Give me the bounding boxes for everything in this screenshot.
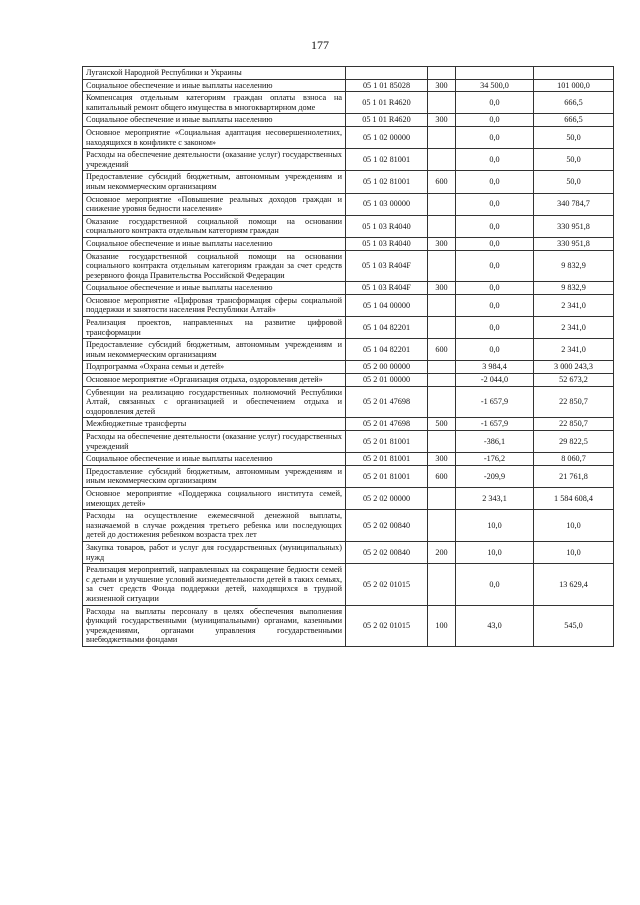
row-value1-cell: 3 984,4 <box>456 361 534 374</box>
row-name-cell: Основное мероприятие «Цифровая трансформация сферы социальной поддержки и занятости населения Республики Алтай» <box>83 294 346 316</box>
table-row <box>83 541 614 563</box>
row-code-cell: 05 1 04 00000 <box>346 294 428 316</box>
row-code-cell: 05 2 01 81001 <box>346 453 428 466</box>
row-code-cell: 05 1 04 82201 <box>346 317 428 339</box>
row-value1-cell: 0,0 <box>456 317 534 339</box>
row-name-cell: Расходы на выплаты персоналу в целях обеспечения выполнения функций государственными (муниципальными) органами, казенными учреждениями, органами управления государственными внебюджетными фондами <box>83 605 346 646</box>
row-name-cell: Расходы на обеспечение деятельности (оказание услуг) государственных учреждений <box>83 149 346 171</box>
row-kind-cell: 300 <box>428 114 456 127</box>
row-value2-cell: 545,0 <box>534 605 614 646</box>
row-value1-cell: 43,0 <box>456 605 534 646</box>
row-value2-cell: 50,0 <box>534 171 614 193</box>
table-row <box>83 126 614 148</box>
table-row <box>83 67 614 80</box>
table-row <box>83 317 614 339</box>
row-name-cell: Субвенции на реализацию государственных полномочий Республики Алтай, связанных с организацией и обеспечением отдыха и оздоровления детей <box>83 386 346 418</box>
table-row <box>83 564 614 605</box>
table-row <box>83 487 614 509</box>
row-value1-cell: 0,0 <box>456 294 534 316</box>
row-value1-cell: 0,0 <box>456 126 534 148</box>
row-name-cell: Реализация мероприятий, направленных на сокращение бедности семей с детьми и улучшение условий жизнедеятельности детей в таких семьях, за счет средств Фонда поддержки детей, находящихся в трудной жизненной ситуации <box>83 564 346 605</box>
row-code-cell: 05 1 03 R4040 <box>346 237 428 250</box>
table-row <box>83 374 614 387</box>
row-value2-cell: 2 341,0 <box>534 294 614 316</box>
budget-table-body <box>83 67 614 647</box>
row-name-cell: Реализация проектов, направленных на развитие цифровой трансформации <box>83 317 346 339</box>
row-name-cell: Луганской Народной Республики и Украины <box>83 67 346 80</box>
row-kind-cell: 300 <box>428 453 456 466</box>
row-value1-cell: 0,0 <box>456 339 534 361</box>
row-value2-cell: 2 341,0 <box>534 339 614 361</box>
row-value1-cell: 2 343,1 <box>456 487 534 509</box>
row-value2-cell <box>534 67 614 80</box>
row-value1-cell: 0,0 <box>456 215 534 237</box>
table-row <box>83 193 614 215</box>
row-name-cell: Предоставление субсидий бюджетным, автономным учреждениям и иным некоммерческим организациям <box>83 339 346 361</box>
row-value2-cell: 666,5 <box>534 114 614 127</box>
row-code-cell: 05 1 02 81001 <box>346 171 428 193</box>
row-kind-cell <box>428 149 456 171</box>
row-code-cell: 05 2 01 47698 <box>346 386 428 418</box>
row-code-cell: 05 2 02 00000 <box>346 487 428 509</box>
table-row <box>83 282 614 295</box>
row-value1-cell: 0,0 <box>456 171 534 193</box>
row-value1-cell: -209,9 <box>456 465 534 487</box>
row-code-cell: 05 2 01 81001 <box>346 431 428 453</box>
row-name-cell: Подпрограмма «Охрана семьи и детей» <box>83 361 346 374</box>
row-name-cell: Социальное обеспечение и иные выплаты населению <box>83 282 346 295</box>
row-value1-cell: -1 657,9 <box>456 386 534 418</box>
row-value2-cell: 10,0 <box>534 510 614 542</box>
row-name-cell: Межбюджетные трансферты <box>83 418 346 431</box>
row-name-cell: Компенсация отдельным категориям граждан оплаты взноса на капитальный ремонт общего имущества в многоквартирном доме <box>83 92 346 114</box>
row-name-cell: Расходы на обеспечение деятельности (оказание услуг) государственных учреждений <box>83 431 346 453</box>
table-row <box>83 149 614 171</box>
row-code-cell: 05 2 02 01015 <box>346 564 428 605</box>
row-value2-cell: 52 673,2 <box>534 374 614 387</box>
page-number: 177 <box>311 38 329 52</box>
row-value2-cell: 13 629,4 <box>534 564 614 605</box>
row-code-cell: 05 1 03 R404F <box>346 250 428 282</box>
row-value2-cell: 3 000 243,3 <box>534 361 614 374</box>
row-value2-cell: 330 951,8 <box>534 215 614 237</box>
row-kind-cell: 600 <box>428 339 456 361</box>
table-row <box>83 418 614 431</box>
row-name-cell: Социальное обеспечение и иные выплаты населению <box>83 453 346 466</box>
row-name-cell: Оказание государственной социальной помощи на основании социального контракта отдельным категориям граждан <box>83 215 346 237</box>
row-code-cell: 05 2 01 81001 <box>346 465 428 487</box>
row-kind-cell <box>428 126 456 148</box>
table-row <box>83 453 614 466</box>
row-code-cell: 05 1 03 00000 <box>346 193 428 215</box>
row-kind-cell <box>428 431 456 453</box>
row-code-cell: 05 1 04 82201 <box>346 339 428 361</box>
row-kind-cell <box>428 487 456 509</box>
row-value2-cell: 22 850,7 <box>534 418 614 431</box>
row-name-cell: Социальное обеспечение и иные выплаты населению <box>83 79 346 92</box>
row-value1-cell: 0,0 <box>456 149 534 171</box>
row-kind-cell <box>428 250 456 282</box>
row-value2-cell: 330 951,8 <box>534 237 614 250</box>
row-value2-cell: 50,0 <box>534 126 614 148</box>
row-value2-cell: 50,0 <box>534 149 614 171</box>
row-value2-cell: 8 060,7 <box>534 453 614 466</box>
row-code-cell: 05 2 01 47698 <box>346 418 428 431</box>
table-row <box>83 215 614 237</box>
row-value1-cell: 0,0 <box>456 237 534 250</box>
row-kind-cell <box>428 294 456 316</box>
row-name-cell: Основное мероприятие «Организация отдыха, оздоровления детей» <box>83 374 346 387</box>
table-row <box>83 431 614 453</box>
row-kind-cell: 600 <box>428 171 456 193</box>
table-row <box>83 510 614 542</box>
row-value1-cell: 0,0 <box>456 250 534 282</box>
row-value1-cell: -386,1 <box>456 431 534 453</box>
row-value2-cell: 22 850,7 <box>534 386 614 418</box>
row-code-cell <box>346 67 428 80</box>
row-value1-cell: 0,0 <box>456 92 534 114</box>
row-value2-cell: 666,5 <box>534 92 614 114</box>
row-value2-cell: 21 761,8 <box>534 465 614 487</box>
row-value1-cell: 34 500,0 <box>456 79 534 92</box>
table-row <box>83 79 614 92</box>
row-value2-cell: 9 832,9 <box>534 250 614 282</box>
table-row <box>83 171 614 193</box>
row-value1-cell: 0,0 <box>456 114 534 127</box>
row-value1-cell: 0,0 <box>456 193 534 215</box>
row-kind-cell: 200 <box>428 541 456 563</box>
row-kind-cell <box>428 386 456 418</box>
row-kind-cell <box>428 92 456 114</box>
row-value2-cell: 9 832,9 <box>534 282 614 295</box>
row-value1-cell: 10,0 <box>456 510 534 542</box>
row-code-cell: 05 1 03 R4040 <box>346 215 428 237</box>
row-value1-cell: 0,0 <box>456 564 534 605</box>
row-value1-cell: 10,0 <box>456 541 534 563</box>
row-value1-cell: 0,0 <box>456 282 534 295</box>
row-value1-cell: -1 657,9 <box>456 418 534 431</box>
row-code-cell: 05 1 01 R4620 <box>346 114 428 127</box>
table-row <box>83 92 614 114</box>
row-kind-cell: 300 <box>428 79 456 92</box>
row-code-cell: 05 1 01 R4620 <box>346 92 428 114</box>
row-name-cell: Основное мероприятие «Социальная адаптация несовершеннолетних, находящихся в конфликте с законом» <box>83 126 346 148</box>
row-value2-cell: 1 584 608,4 <box>534 487 614 509</box>
row-kind-cell: 600 <box>428 465 456 487</box>
table-row <box>83 605 614 646</box>
row-value2-cell: 101 000,0 <box>534 79 614 92</box>
row-kind-cell <box>428 361 456 374</box>
row-value1-cell: -2 044,0 <box>456 374 534 387</box>
table-row <box>83 386 614 418</box>
row-kind-cell <box>428 374 456 387</box>
table-row <box>83 250 614 282</box>
row-code-cell: 05 2 01 00000 <box>346 374 428 387</box>
row-kind-cell <box>428 193 456 215</box>
row-kind-cell <box>428 564 456 605</box>
row-value2-cell: 2 341,0 <box>534 317 614 339</box>
row-kind-cell: 500 <box>428 418 456 431</box>
row-code-cell: 05 2 02 00840 <box>346 541 428 563</box>
row-kind-cell: 300 <box>428 237 456 250</box>
row-value2-cell: 29 822,5 <box>534 431 614 453</box>
table-row <box>83 114 614 127</box>
row-name-cell: Предоставление субсидий бюджетным, автономным учреждениям и иным некоммерческим организациям <box>83 465 346 487</box>
row-code-cell: 05 1 02 00000 <box>346 126 428 148</box>
row-code-cell: 05 2 02 01015 <box>346 605 428 646</box>
row-kind-cell <box>428 67 456 80</box>
row-name-cell: Социальное обеспечение и иные выплаты населению <box>83 114 346 127</box>
budget-table <box>82 66 614 647</box>
row-kind-cell <box>428 510 456 542</box>
row-code-cell: 05 1 01 85028 <box>346 79 428 92</box>
row-value1-cell: -176,2 <box>456 453 534 466</box>
row-value1-cell <box>456 67 534 80</box>
row-code-cell: 05 1 02 81001 <box>346 149 428 171</box>
row-value2-cell: 10,0 <box>534 541 614 563</box>
row-name-cell: Расходы на осуществление ежемесячной денежной выплаты, назначаемой в случае рождения третьего ребенка или последующих детей до достижения ребенком возраста трех лет <box>83 510 346 542</box>
row-kind-cell: 100 <box>428 605 456 646</box>
row-name-cell: Предоставление субсидий бюджетным, автономным учреждениям и иным некоммерческим организациям <box>83 171 346 193</box>
row-kind-cell <box>428 317 456 339</box>
table-row <box>83 237 614 250</box>
row-code-cell: 05 1 03 R404F <box>346 282 428 295</box>
table-row <box>83 339 614 361</box>
row-code-cell: 05 2 00 00000 <box>346 361 428 374</box>
row-name-cell: Основное мероприятие «Повышение реальных доходов граждан и снижение уровня бедности населения» <box>83 193 346 215</box>
row-code-cell: 05 2 02 00840 <box>346 510 428 542</box>
row-kind-cell <box>428 215 456 237</box>
row-name-cell: Основное мероприятие «Поддержка социального института семей, имеющих детей» <box>83 487 346 509</box>
table-row <box>83 361 614 374</box>
row-name-cell: Социальное обеспечение и иные выплаты населению <box>83 237 346 250</box>
table-row <box>83 294 614 316</box>
row-kind-cell: 300 <box>428 282 456 295</box>
table-row <box>83 465 614 487</box>
row-name-cell: Закупка товаров, работ и услуг для государственных (муниципальных) нужд <box>83 541 346 563</box>
row-name-cell: Оказание государственной социальной помощи на основании социального контракта отдельным категориям граждан за счет средств резервного фонда Правительства Российской Федерации <box>83 250 346 282</box>
row-value2-cell: 340 784,7 <box>534 193 614 215</box>
